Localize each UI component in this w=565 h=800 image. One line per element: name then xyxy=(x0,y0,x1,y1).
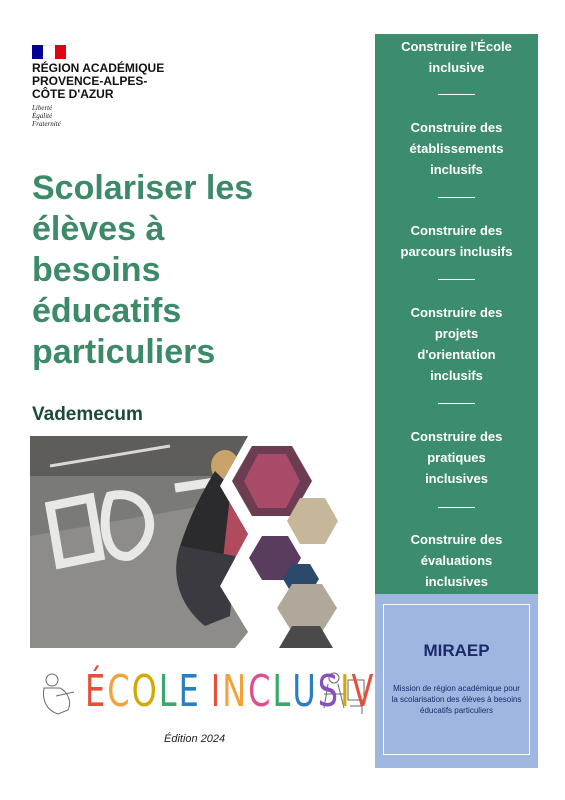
miraep-box xyxy=(375,594,538,768)
menu-item-pratiques[interactable] xyxy=(375,426,538,489)
republic-motto xyxy=(32,104,61,128)
region-logo-title xyxy=(32,62,202,101)
child-with-backpack-photo xyxy=(30,436,370,648)
motto-line: Fraternité xyxy=(32,120,61,128)
logo-letter: E xyxy=(178,665,201,717)
subtitle: Vademecum xyxy=(32,404,143,425)
menu-item-ecole-inclusive[interactable] xyxy=(375,36,538,78)
title-line: particuliers xyxy=(32,333,216,371)
logo-letter: C xyxy=(107,665,132,717)
logo-letter: U xyxy=(292,665,318,717)
menu-item-orientation[interactable] xyxy=(375,302,538,386)
menu-divider xyxy=(438,507,475,508)
menu-item-label: Construire des xyxy=(410,532,503,547)
republic-flag-icon xyxy=(32,45,66,59)
menu-item-label: Construire des xyxy=(410,120,503,135)
miraep-title: MIRAEP xyxy=(423,641,490,660)
logo-letter: O xyxy=(131,665,159,717)
menu-divider xyxy=(438,279,475,280)
miraep-frame xyxy=(383,604,530,755)
logo-letter: I xyxy=(340,665,352,717)
title-line: éducatifs xyxy=(32,292,182,330)
menu-item-label: parcours inclusifs xyxy=(400,244,513,259)
menu-item-label: évaluations xyxy=(420,553,493,568)
title-line: Scolariser les xyxy=(32,169,254,207)
logo-letter: I xyxy=(210,665,223,717)
menu-item-label: inclusifs xyxy=(430,162,483,177)
menu-item-evaluations[interactable] xyxy=(375,529,538,592)
page-title xyxy=(32,168,332,373)
menu-item-parcours[interactable] xyxy=(375,220,538,262)
menu-item-label: Construire l'École xyxy=(401,39,512,54)
section-menu xyxy=(375,34,538,594)
logo-letter: S xyxy=(317,665,341,717)
logo-line: PROVENCE-ALPES- xyxy=(32,74,148,88)
menu-item-label: d'orientation xyxy=(417,347,496,362)
menu-item-label: projets xyxy=(434,326,479,341)
menu-divider xyxy=(438,197,475,198)
logo-line: CÔTE D'AZUR xyxy=(32,87,114,101)
motto-line: Liberté xyxy=(32,104,53,112)
logo-letter: C xyxy=(248,665,273,717)
logo-letter: L xyxy=(272,665,293,717)
logo-line: RÉGION ACADÉMIQUE xyxy=(32,61,165,75)
ecole-inclusive-logo xyxy=(85,665,398,717)
logo-letter: N xyxy=(222,665,249,717)
menu-divider xyxy=(438,94,475,95)
menu-item-label: inclusives xyxy=(425,574,488,589)
title-line: besoins xyxy=(32,251,161,289)
menu-item-label: inclusifs xyxy=(430,368,483,383)
title-line: élèves à xyxy=(32,210,165,248)
miraep-description: Mission de région académique pour la scolarisation des élèves à besoins éducatifs particuliers xyxy=(391,684,522,715)
menu-item-label: Construire des xyxy=(410,429,503,444)
logo-letter: L xyxy=(158,665,179,717)
menu-item-label: inclusives xyxy=(425,471,488,486)
menu-divider xyxy=(438,403,475,404)
menu-item-label: inclusive xyxy=(428,60,485,75)
menu-item-label: Construire des xyxy=(410,223,503,238)
menu-item-label: établissements xyxy=(409,141,504,156)
menu-item-label: pratiques xyxy=(427,450,486,465)
edition-label: Édition 2024 xyxy=(164,733,226,745)
logo-letter: V xyxy=(351,665,376,717)
motto-line: Égalité xyxy=(32,112,53,120)
menu-item-label: Construire des xyxy=(410,305,503,320)
logo-letter: É xyxy=(85,665,108,717)
menu-item-etablissements[interactable] xyxy=(375,117,538,180)
